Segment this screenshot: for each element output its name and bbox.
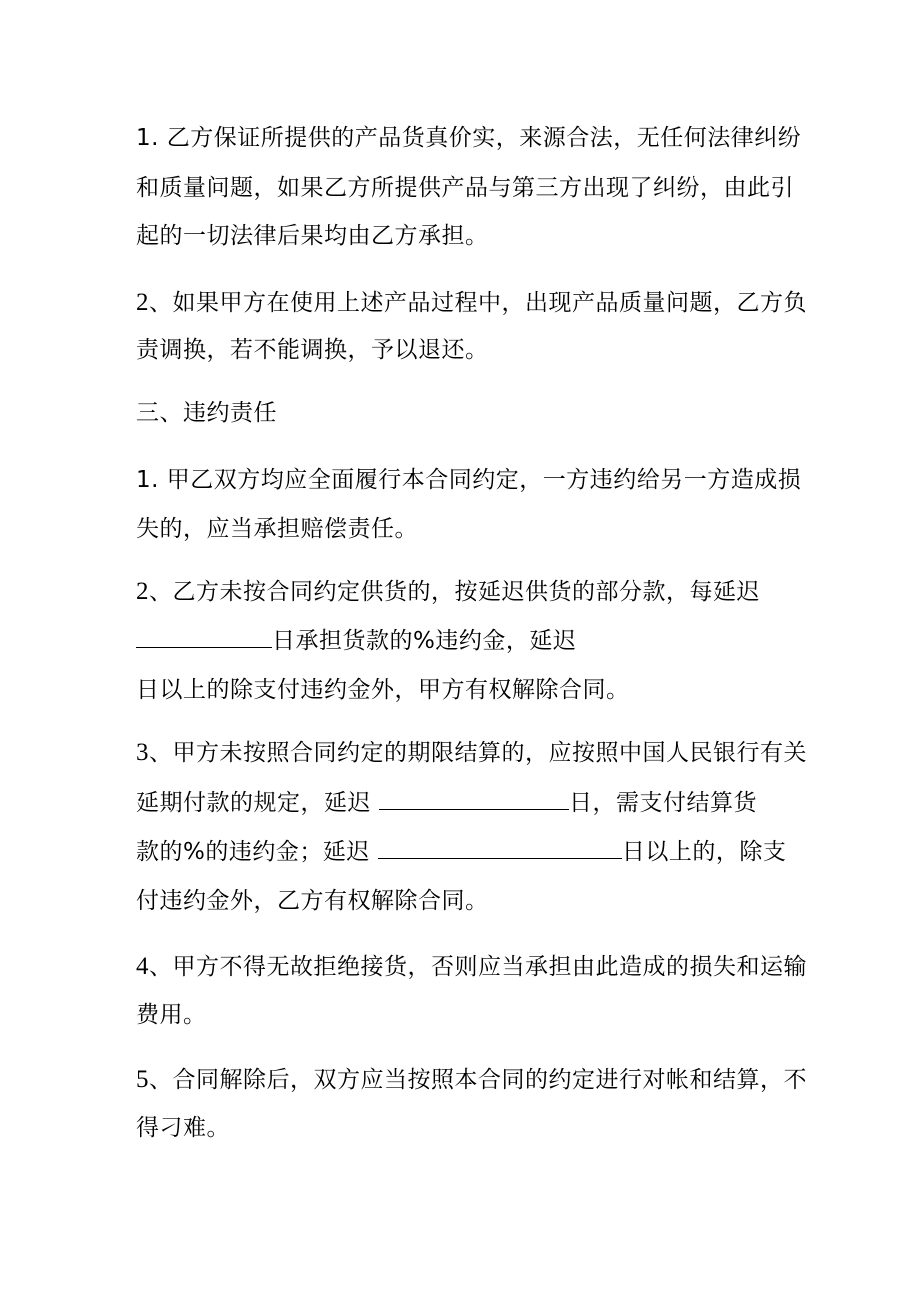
- clause-number: 5: [136, 1066, 149, 1093]
- liability-2-line-1: 2、乙方未按合同约定供货的，按延迟供货的部分款，每延迟: [136, 578, 760, 605]
- liability-3-line-2: 延期付款的规定，延迟 日，需支付结算货: [136, 786, 757, 820]
- blank-line: [378, 836, 622, 859]
- blank-line: [136, 625, 272, 648]
- liability-2-line-3: 日以上的除支付违约金外，甲方有权解除合同。: [136, 677, 630, 703]
- clause-number: 4: [136, 953, 149, 980]
- clause-1-line-2: 和质量问题，如果乙方所提供产品与第三方出现了纠纷，由此引: [136, 175, 794, 201]
- liability-5-line-1: 5、合同解除后，双方应当按照本合同的约定进行对帐和结算，不: [136, 1066, 807, 1093]
- clause-number: 2: [136, 578, 149, 605]
- liability-4-line-2: 费用。: [136, 1002, 207, 1028]
- liability-1-line-1: 1. 甲乙双方均应全面履行本合同约定，一方违约给另一方造成损: [136, 467, 802, 493]
- liability-1-line-2: 失的，应当承担赔偿责任。: [136, 516, 418, 542]
- blank-line: [379, 787, 569, 810]
- clause-1-line-1: 1. 乙方保证所提供的产品货真价实，来源合法，无任何法律纠纷: [136, 125, 802, 151]
- clause-2-line-1: 2、如果甲方在使用上述产品过程中，出现产品质量问题，乙方负: [136, 289, 807, 316]
- liability-3-line-3: 款的%的违约金；延迟 日以上的，除支: [136, 835, 786, 869]
- liability-3-line-4: 付违约金外，乙方有权解除合同。: [136, 888, 489, 914]
- clause-number: 2: [136, 289, 149, 316]
- clause-1-line-3: 起的一切法律后果均由乙方承担。: [136, 223, 489, 249]
- clause-2-line-2: 责调换，若不能调换，予以退还。: [136, 337, 489, 363]
- liability-4-line-1: 4、甲方不得无故拒绝接货，否则应当承担由此造成的损失和运输: [136, 953, 807, 980]
- clause-number: 3: [136, 739, 149, 766]
- liability-3-line-1: 3、甲方未按照合同约定的期限结算的，应按照中国人民银行有关: [136, 739, 807, 766]
- liability-2-line-2: 日承担货款的%违约金，延迟: [136, 624, 576, 658]
- liability-5-line-2: 得刁难。: [136, 1115, 230, 1141]
- section-heading: 三、违约责任: [136, 400, 277, 426]
